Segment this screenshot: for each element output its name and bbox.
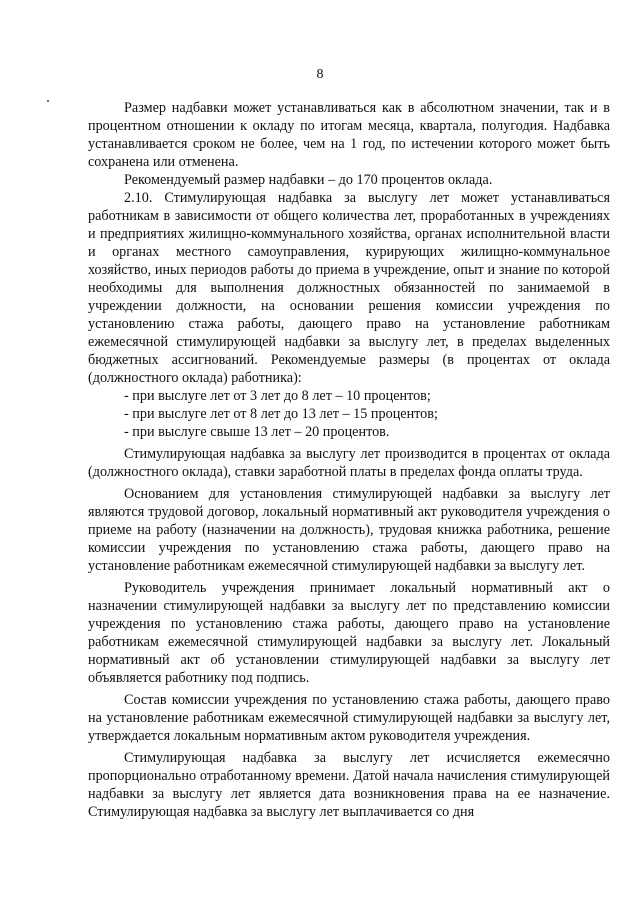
paragraph-recommended-size: Рекомендуемый размер надбавки – до 170 процентов оклада.	[124, 172, 493, 188]
list-item-over-13-years: - при выслуге свыше 13 лет – 20 процентов.	[124, 424, 390, 440]
page-number: 8	[316, 67, 324, 82]
paragraph-head-of-institution-act: Руководитель учреждения принимает локальный нормативный акт о назначении стимулирующей надбавки за выслугу лет по представлению комиссии учреждения по установлению стажа работы, дающего право на установление работникам ежемесячной стимулирующей надбавки за выслугу лет. Локальный нормативный акт об установлении стимулирующей надбавки за выслугу лет объявляется работнику под подпись.	[88, 580, 610, 686]
paragraph-allowance-size: Размер надбавки может устанавливаться как в абсолютном значении, так и в процентном отношении к окладу по итогам месяца, квартала, полугодия. Надбавка устанавливается сроком не более, чем на 1 год, по истечении которого может быть сохранена или отменена.	[88, 100, 610, 170]
list-item-8-to-13-years: - при выслуге лет от 8 лет до 13 лет – 15 процентов;	[124, 406, 438, 422]
body-text	[88, 99, 610, 821]
scan-speck	[47, 100, 49, 102]
paragraph-2-10-seniority-allowance: 2.10. Стимулирующая надбавка за выслугу лет может устанавливаться работникам в зависимости от общего количества лет, проработанных в учреждениях и предприятиях жилищно-коммунального хозяйства, органах исполнительной власти и органах местного самоуправления, курирующих жилищно-коммунальное хозяйство, иных периодов работы до приема в учреждение, опыт и знание по которой необходимы для выполнения должностных обязанностей по занимаемой в учреждении должности, на основании решения комиссии учреждения по установлению стажа работы, дающего право на установление работникам ежемесячной стимулирующей надбавки за выслугу лет, в пределах выделенных бюджетных ассигнований. Рекомендуемые размеры (в процентах от оклада (должностного оклада) работника):	[88, 190, 610, 386]
paragraph-grounds-for-allowance: Основанием для установления стимулирующей надбавки за выслугу лет являются трудовой договор, локальный нормативный акт руководителя учреждения о приеме на работу (назначении на должность), трудовая книжка работника, решение комиссии учреждения по установлению стажа работы, дающего право на установление работникам ежемесячной стимулирующей надбавки за выслугу лет.	[88, 486, 610, 574]
paragraph-allowance-calculation: Стимулирующая надбавка за выслугу лет производится в процентах от оклада (должностного оклада), ставки заработной платы в пределах фонда оплаты труда.	[88, 446, 610, 480]
paragraph-monthly-calculation: Стимулирующая надбавка за выслугу лет исчисляется ежемесячно пропорционально отработанному времени. Датой начала начисления стимулирующей надбавки за выслугу лет является дата возникновения права на ее назначение. Стимулирующая надбавка за выслугу лет выплачивается со дня	[88, 750, 610, 820]
paragraph-commission-composition: Состав комиссии учреждения по установлению стажа работы, дающего право на установление работникам ежемесячной стимулирующей надбавки за выслугу лет, утверждается локальным нормативным актом руководителя учреждения.	[88, 692, 610, 744]
list-item-3-to-8-years: - при выслуге лет от 3 лет до 8 лет – 10 процентов;	[124, 388, 431, 404]
